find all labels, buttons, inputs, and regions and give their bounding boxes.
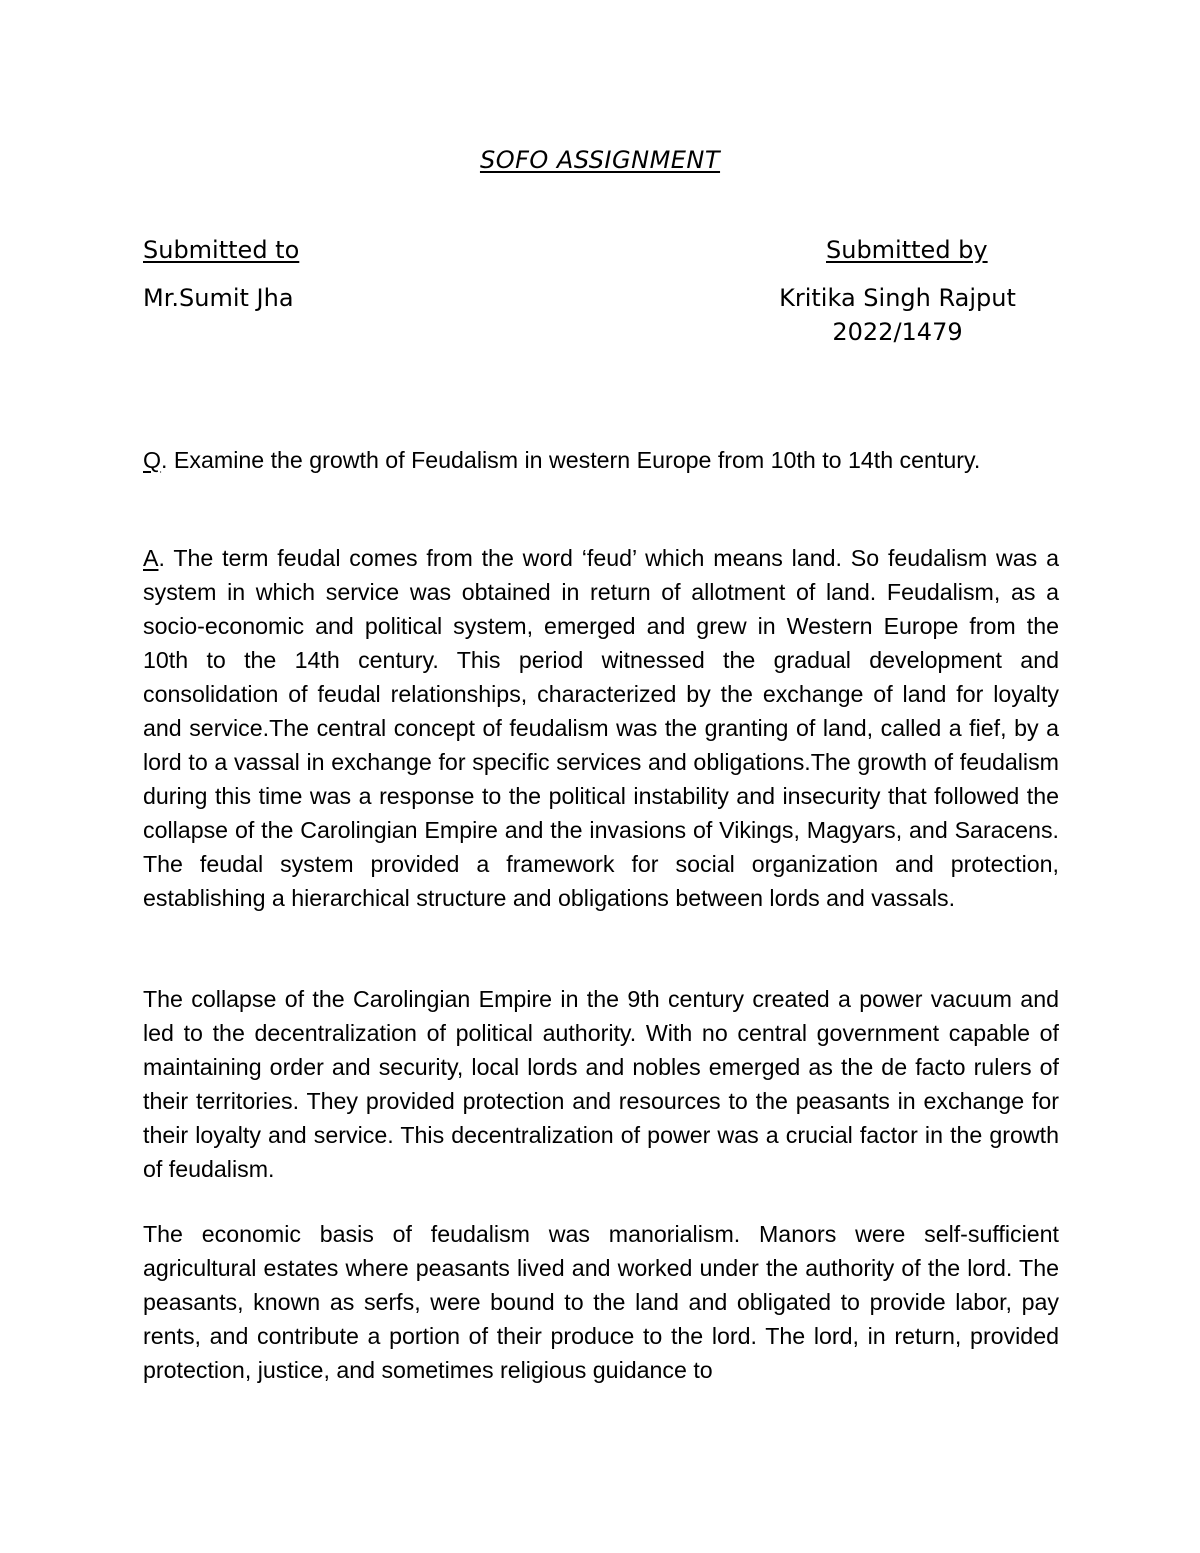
submitted-to-label: Submitted to [143,236,300,264]
submitted-by-name: Kritika Singh Rajput [779,284,1016,312]
submitted-by-roll: 2022/1479 [832,318,963,346]
submitted-by-block [740,281,1055,349]
answer-paragraph [143,541,1059,915]
answer-text: . The term feudal comes from the word ‘feud’ which means land. So feudalism was a system in which service was obtained in return of allotment of land. Feudalism, as a socio-economic and political system, emerged and grew in Western Europe from the 10th to the 14th century. This period witnessed the gradual development and consolidation of feudal relationships, characterized by the exchange of land for loyalty and service.The central concept of feudalism was the granting of land, called a fief, by a lord to a vassal in exchange for specific services and obligations.The growth of feudalism during this time was a response to the political instability and insecurity that followed the collapse of the Carolingian Empire and the invasions of Vikings, Magyars, and Saracens. The feudal system provided a framework for social organization and protection, establishing a hierarchical structure and obligations between lords and vassals. [143,545,1059,911]
question-text: . Examine the growth of Feudalism in western Europe from 10th to 14th century. [161,447,981,473]
answer-marker: A [143,545,159,571]
submitted-to-name: Mr.Sumit Jha [143,284,294,312]
body-paragraph: The economic basis of feudalism was manorialism. Manors were self-sufficient agricultural estates where peasants lived and worked under the authority of the lord. The peasants, known as serfs, were bound to the land and obligated to provide labor, pay rents, and contribute a portion of their produce to the lord. The lord, in return, provided protection, justice, and sometimes religious guidance to [143,1221,1059,1383]
document-title: SOFO ASSIGNMENT [479,146,721,174]
submitted-by-label: Submitted by [826,236,988,264]
question-marker: Q [143,447,162,473]
body-paragraph: The collapse of the Carolingian Empire in the 9th century created a power vacuum and led to the decentralization of political authority. With no central government capable of maintaining order and security, local lords and nobles emerged as the de facto rulers of their territories. They provided protection and resources to the peasants in exchange for their loyalty and service. This decentralization of power was a crucial factor in the growth of feudalism. [143,986,1059,1182]
question-paragraph [143,443,1059,477]
